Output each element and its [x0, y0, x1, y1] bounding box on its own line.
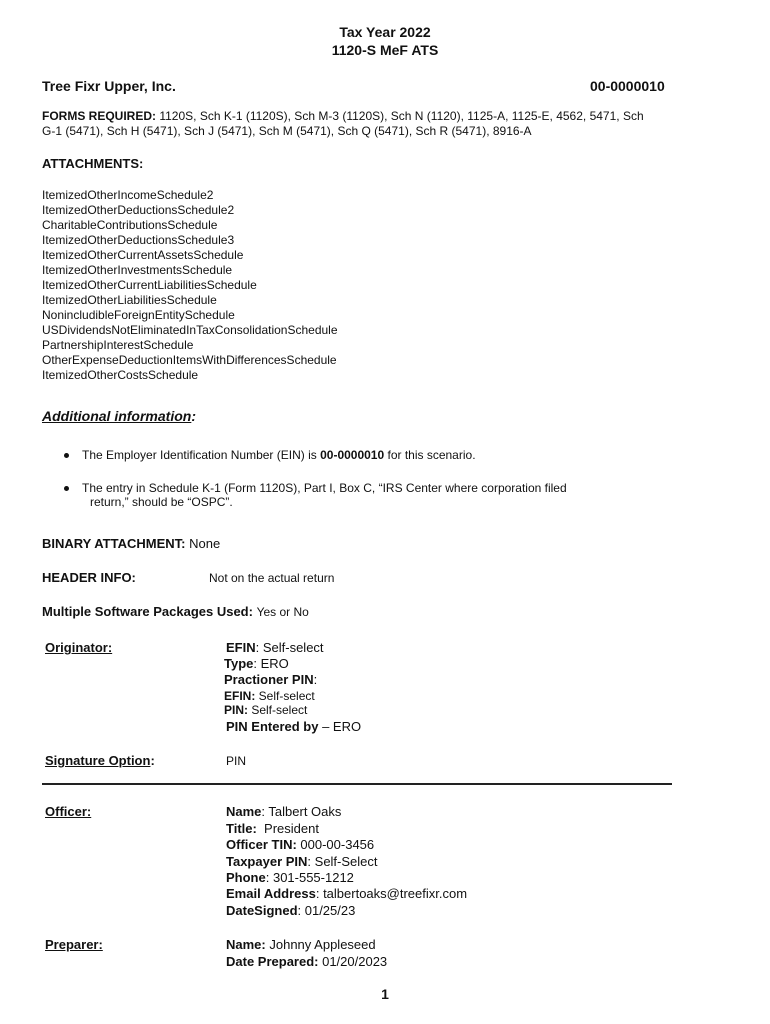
officer-name-key: Name — [226, 804, 262, 819]
attachment-item: USDividendsNotEliminatedInTaxConsolidationSchedule — [42, 323, 338, 337]
originator-efin-key: EFIN — [226, 640, 256, 655]
practitioner-pin-heading — [224, 672, 317, 687]
officer-date-signed-key: DateSigned — [226, 903, 298, 918]
bullet-ein-suffix: for this scenario. — [384, 448, 476, 462]
originator-efin — [226, 640, 324, 655]
taxpayer-pin-key: Taxpayer PIN — [226, 854, 308, 869]
officer-phone-value: : 301-555-1212 — [265, 870, 354, 885]
officer-email-value: : talbertoaks@treefixr.com — [315, 886, 468, 901]
attachment-item: ItemizedOtherDeductionsSchedule3 — [42, 233, 235, 247]
officer-date-signed-value: : 01/25/23 — [297, 903, 356, 918]
additional-info-heading-text: Additional information — [42, 408, 192, 424]
attachment-item: ItemizedOtherCostsSchedule — [42, 368, 199, 382]
bullet-dot-icon — [64, 486, 69, 491]
practitioner-efin — [224, 689, 315, 703]
forms-required-text-2: G-1 (5471), Sch H (5471), Sch J (5471), Sch M (5471), Sch Q (5471), Sch R (5471), 8916-A — [42, 124, 532, 138]
additional-bullet-k1-line2: return,” should be “OSPC”. — [90, 495, 233, 509]
originator-label: Originator: — [45, 640, 113, 655]
attachment-item: ItemizedOtherLiabilitiesSchedule — [42, 293, 217, 307]
preparer-name-key: Name: — [226, 937, 266, 952]
section-divider — [42, 783, 672, 785]
officer-email-key: Email Address — [226, 886, 316, 901]
officer-title-key: Title: — [226, 821, 257, 836]
officer-name-value: : Talbert Oaks — [261, 804, 342, 819]
attachment-item: PartnershipInterestSchedule — [42, 338, 194, 352]
practitioner-efin-value: Self-select — [255, 689, 315, 703]
binary-attachment-label: BINARY ATTACHMENT: — [42, 536, 186, 551]
attachment-item: ItemizedOtherInvestmentsSchedule — [42, 263, 233, 277]
officer-tin-key: Officer TIN: — [226, 837, 297, 852]
practitioner-pin-value: Self-select — [248, 703, 308, 717]
officer-label: Officer: — [45, 804, 92, 819]
bullet-ein-value: 00-0000010 — [320, 448, 385, 462]
binary-attachment — [42, 536, 220, 551]
preparer-date-key: Date Prepared: — [226, 954, 319, 969]
pin-entered-by-key: PIN Entered by — [226, 719, 319, 734]
attachment-item: ItemizedOtherCurrentAssetsSchedule — [42, 248, 244, 262]
taxpayer-pin — [226, 854, 378, 869]
officer-phone-key: Phone — [226, 870, 266, 885]
attachment-item: OtherExpenseDeductionItemsWithDifferencesSchedule — [42, 353, 337, 367]
originator-efin-value: : Self-select — [255, 640, 324, 655]
officer-tin — [226, 837, 374, 852]
practitioner-efin-key: EFIN: — [224, 689, 256, 703]
officer-date-signed — [226, 903, 355, 918]
company-ein: 00-0000010 — [590, 78, 665, 94]
signature-option-value: PIN — [226, 754, 247, 768]
preparer-name-value: Johnny Appleseed — [265, 937, 376, 952]
officer-title-value: President — [256, 821, 319, 836]
officer-name — [226, 804, 341, 819]
preparer-name — [226, 937, 376, 952]
taxpayer-pin-value: : Self-Select — [307, 854, 378, 869]
officer-phone — [226, 870, 354, 885]
forms-required-label: FORMS REQUIRED: — [42, 109, 156, 123]
attachments-heading: ATTACHMENTS: — [42, 156, 144, 171]
document-title-form: 1120-S MeF ATS — [331, 42, 439, 58]
attachment-item: NonincludibleForeignEntitySchedule — [42, 308, 235, 322]
forms-required-line1 — [42, 109, 644, 123]
signature-option-label — [45, 753, 155, 768]
originator-type — [224, 656, 289, 671]
document-title-year: Tax Year 2022 — [339, 24, 431, 40]
pin-entered-by-value: – ERO — [318, 719, 362, 734]
practitioner-pin-heading-text: Practioner PIN — [224, 672, 314, 687]
multiple-software-value: Yes or No — [256, 605, 309, 619]
signature-option-label-text: Signature Option — [45, 753, 151, 768]
officer-title — [226, 821, 319, 836]
officer-email — [226, 886, 467, 901]
preparer-date — [226, 954, 387, 969]
practitioner-pin — [224, 703, 307, 717]
forms-required-text-1: 1120S, Sch K-1 (1120S), Sch M-3 (1120S), Sch N (1120), 1125-A, 1125-E, 4562, 5471, Sch — [159, 109, 644, 123]
additional-bullet-ein — [82, 448, 476, 462]
attachment-item: ItemizedOtherCurrentLiabilitiesSchedule — [42, 278, 257, 292]
binary-attachment-value: None — [189, 536, 221, 551]
originator-type-key: Type — [224, 656, 254, 671]
page-number: 1 — [381, 986, 389, 1002]
bullet-ein-text: The Employer Identification Number (EIN) is — [82, 448, 321, 462]
additional-bullet-k1-line1: The entry in Schedule K-1 (Form 1120S), Part I, Box C, “IRS Center where corporation filed — [82, 481, 567, 495]
signature-option-colon: : — [150, 753, 155, 768]
attachment-item: ItemizedOtherIncomeSchedule2 — [42, 188, 214, 202]
pin-entered-by — [226, 719, 361, 734]
preparer-date-value: 01/20/2023 — [318, 954, 388, 969]
additional-info-heading — [42, 408, 196, 424]
practitioner-pin-key: PIN: — [224, 703, 248, 717]
multiple-software — [42, 604, 309, 619]
additional-info-colon: : — [191, 408, 196, 424]
bullet-dot-icon — [64, 453, 69, 458]
attachment-item: CharitableContributionsSchedule — [42, 218, 218, 232]
preparer-label: Preparer: — [45, 937, 103, 952]
multiple-software-label: Multiple Software Packages Used: — [42, 604, 253, 619]
officer-tin-value: 000-00-3456 — [296, 837, 375, 852]
attachments-list — [42, 188, 338, 383]
attachment-item: ItemizedOtherDeductionsSchedule2 — [42, 203, 235, 217]
header-info-value: Not on the actual return — [209, 571, 335, 585]
company-name: Tree Fixr Upper, Inc. — [42, 78, 176, 94]
header-info-label: HEADER INFO: — [42, 570, 136, 585]
practitioner-pin-colon: : — [313, 672, 318, 687]
originator-type-value: : ERO — [253, 656, 289, 671]
